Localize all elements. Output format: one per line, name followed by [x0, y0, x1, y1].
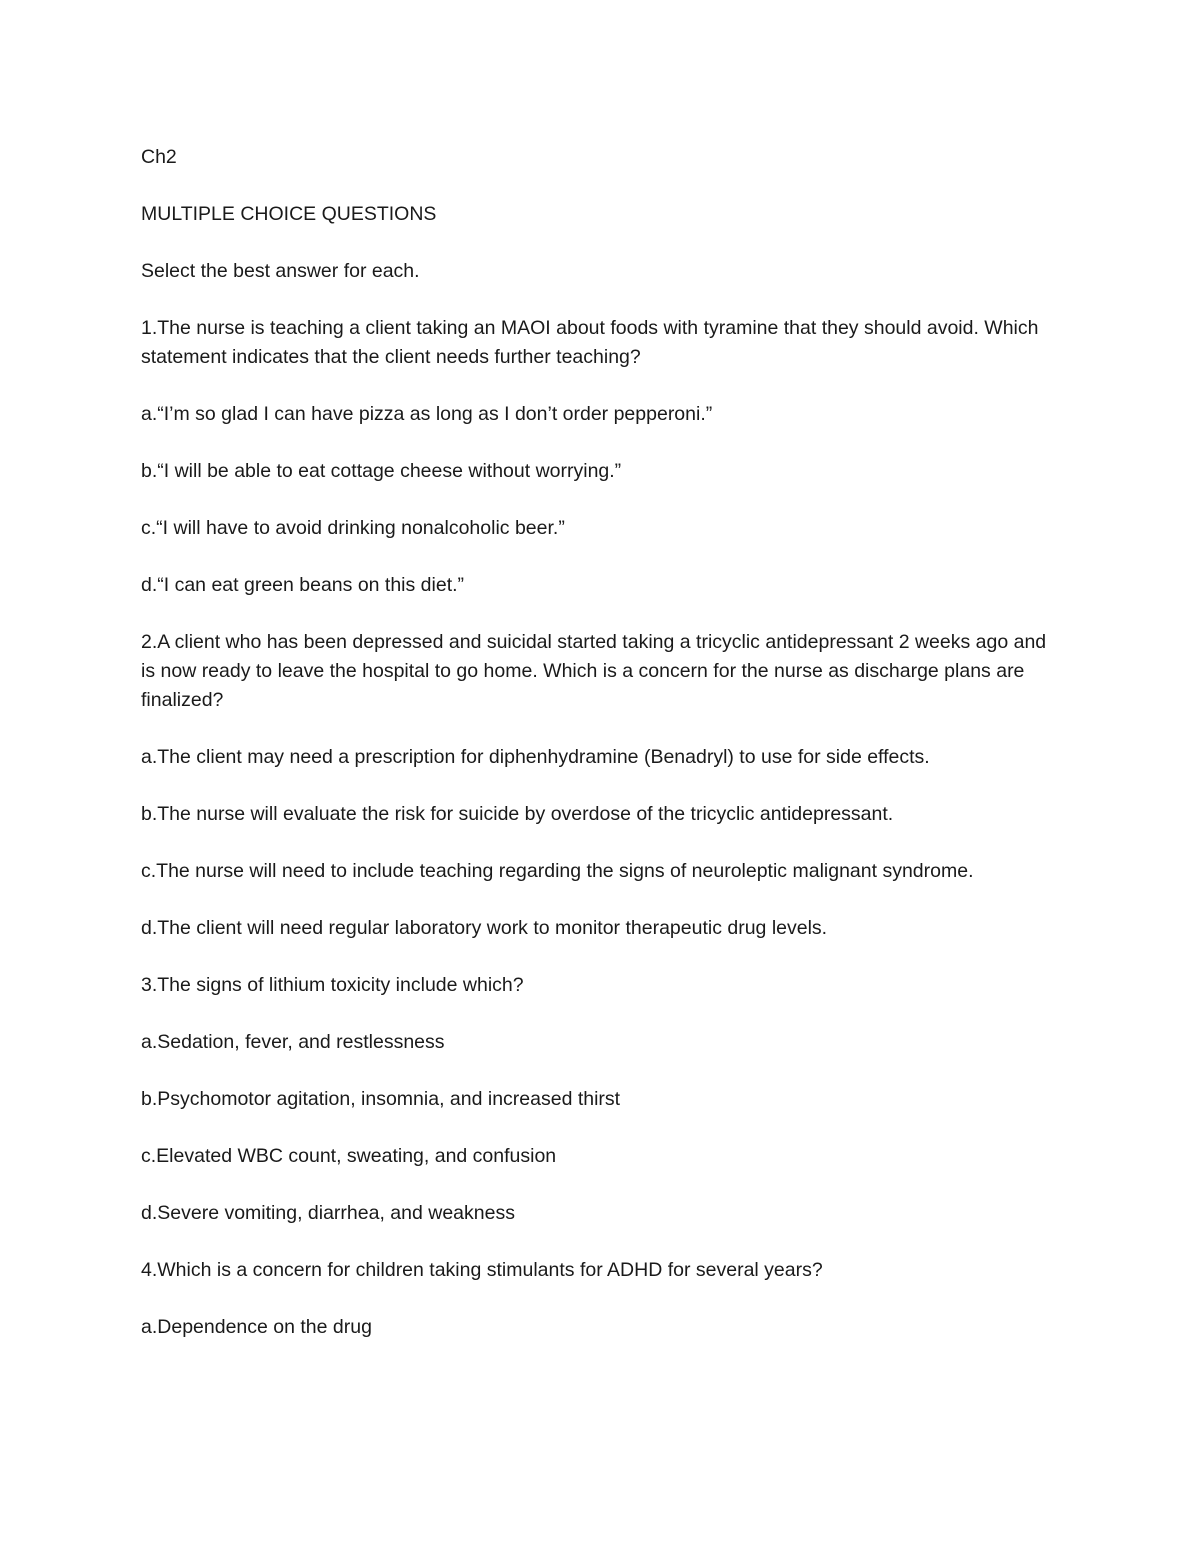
- question-2-option-b: b.The nurse will evaluate the risk for suicide by overdose of the tricyclic antidepressant.: [141, 803, 894, 825]
- document-body: [141, 143, 1061, 1370]
- question-3-stem: 3.The signs of lithium toxicity include which?: [141, 974, 524, 996]
- section-title: MULTIPLE CHOICE QUESTIONS: [141, 203, 437, 225]
- question-4-option-a: a.Dependence on the drug: [141, 1316, 372, 1338]
- question-2-option-d: d.The client will need regular laboratory work to monitor therapeutic drug levels.: [141, 917, 828, 939]
- question-4-stem: 4.Which is a concern for children taking stimulants for ADHD for several years?: [141, 1259, 823, 1281]
- instructions-text: Select the best answer for each.: [141, 260, 420, 282]
- question-3-option-d: d.Severe vomiting, diarrhea, and weakness: [141, 1202, 515, 1224]
- question-3-option-a: a.Sedation, fever, and restlessness: [141, 1031, 445, 1053]
- question-3-option-b: b.Psychomotor agitation, insomnia, and increased thirst: [141, 1088, 621, 1110]
- question-1-stem: 1.The nurse is teaching a client taking an MAOI about foods with tyramine that they should avoid. Which statement indicates that the client needs further teaching?: [141, 317, 1039, 368]
- question-1-option-a: a.“I’m so glad I can have pizza as long as I don’t order pepperoni.”: [141, 403, 713, 425]
- question-3-option-c: c.Elevated WBC count, sweating, and confusion: [141, 1145, 557, 1167]
- question-2-stem: 2.A client who has been depressed and suicidal started taking a tricyclic antidepressant 2 weeks ago and is now ready to leave the hospital to go home. Which is a concern for the nurse as discharge plans are finalized?: [141, 631, 1047, 711]
- question-2-option-c: c.The nurse will need to include teaching regarding the signs of neuroleptic malignant syndrome.: [141, 860, 974, 882]
- question-2-option-a: a.The client may need a prescription for diphenhydramine (Benadryl) to use for side effects.: [141, 746, 930, 768]
- chapter-heading: Ch2: [141, 146, 177, 168]
- question-1-option-c: c.“I will have to avoid drinking nonalcoholic beer.”: [141, 517, 565, 539]
- question-1-option-b: b.“I will be able to eat cottage cheese without worrying.”: [141, 460, 622, 482]
- question-1-option-d: d.“I can eat green beans on this diet.”: [141, 574, 465, 596]
